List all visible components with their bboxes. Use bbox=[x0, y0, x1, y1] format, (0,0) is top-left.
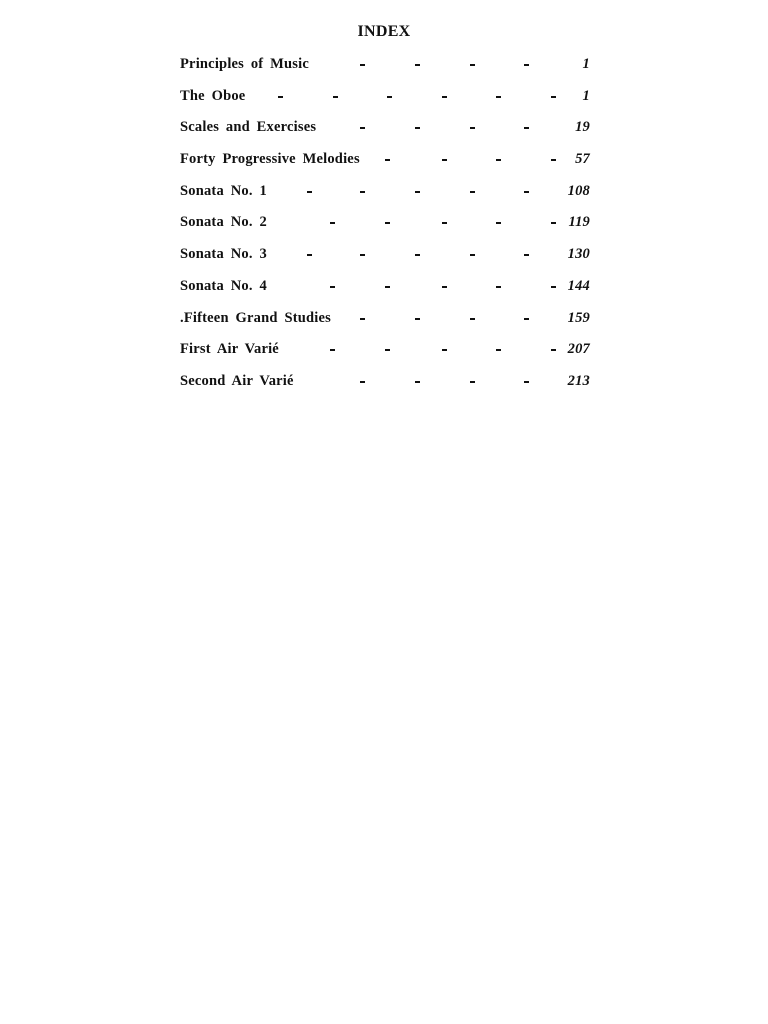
leader-dash bbox=[415, 127, 420, 129]
leader-dash bbox=[496, 286, 501, 288]
leader-dash bbox=[551, 222, 556, 224]
leader-dash bbox=[387, 96, 392, 98]
leader-dash bbox=[496, 96, 501, 98]
leader-dash bbox=[307, 254, 312, 256]
toc-entry-first-air-varie bbox=[180, 337, 592, 369]
toc-entry-title: Principles of Music bbox=[180, 56, 310, 72]
leader-dash bbox=[470, 318, 475, 320]
leader-dash bbox=[360, 318, 365, 320]
leader-dash bbox=[524, 381, 529, 383]
index-title: INDEX bbox=[357, 23, 411, 40]
leader-dash bbox=[442, 96, 447, 98]
leader-dash bbox=[333, 96, 338, 98]
leader-dash bbox=[360, 381, 365, 383]
leader-dash bbox=[442, 159, 447, 161]
toc-entry-principles-of-music bbox=[180, 52, 592, 84]
leader-dash bbox=[470, 191, 475, 193]
leader-dash bbox=[551, 96, 556, 98]
leader-dash bbox=[415, 318, 420, 320]
toc-entry-title: Sonata No. 1 bbox=[180, 182, 267, 199]
leader-dash bbox=[360, 127, 365, 129]
leader-dash bbox=[385, 222, 390, 224]
leader-dash bbox=[551, 159, 556, 161]
toc-entry-title: First Air Varié bbox=[180, 341, 279, 358]
toc-entry-page: 1 bbox=[582, 87, 590, 104]
toc-entry-forty-progressive-melodies bbox=[180, 147, 592, 179]
leader-dash bbox=[385, 349, 390, 351]
toc-entry-page: 19 bbox=[575, 119, 590, 136]
toc-entry-title: .Fifteen Grand Studies bbox=[180, 309, 331, 326]
toc-entry-page: 213 bbox=[567, 372, 590, 389]
leader-dash bbox=[415, 191, 420, 193]
leader-dash bbox=[496, 222, 501, 224]
toc-entry-page: 159 bbox=[567, 309, 590, 326]
leader-dash bbox=[524, 191, 529, 193]
leader-dash bbox=[524, 254, 529, 256]
leader-dash bbox=[442, 286, 447, 288]
toc-entry-page: 1 bbox=[582, 56, 590, 72]
toc-entry-page: 144 bbox=[567, 277, 590, 294]
toc-entry-fifteen-grand-studies bbox=[180, 306, 592, 338]
leader-dash bbox=[415, 64, 420, 66]
toc-entry-title: Sonata No. 3 bbox=[180, 246, 267, 263]
leader-dash bbox=[470, 127, 475, 129]
leader-dash bbox=[551, 349, 556, 351]
toc-entry-title: Sonata No. 2 bbox=[180, 214, 267, 231]
toc-entry-sonata-no-2 bbox=[180, 210, 592, 242]
leader-dash bbox=[278, 96, 283, 98]
toc-entry-sonata-no-3 bbox=[180, 242, 592, 274]
toc-entry-scales-and-exercises bbox=[180, 115, 592, 147]
leader-dash bbox=[551, 286, 556, 288]
toc-entry-sonata-no-1 bbox=[180, 179, 592, 211]
leader-dash bbox=[470, 254, 475, 256]
leader-dash bbox=[330, 349, 335, 351]
leader-dash bbox=[470, 64, 475, 66]
leader-dash bbox=[442, 222, 447, 224]
toc-entry-second-air-varie bbox=[180, 369, 592, 401]
leader-dash bbox=[524, 318, 529, 320]
toc-entry-page: 119 bbox=[568, 214, 590, 231]
toc-entry-page: 57 bbox=[575, 151, 590, 168]
toc-entry-title: Forty Progressive Melodies bbox=[180, 151, 360, 168]
toc-entry-title: Sonata No. 4 bbox=[180, 277, 267, 294]
leader-dash bbox=[330, 222, 335, 224]
leader-dash bbox=[496, 159, 501, 161]
leader-dash bbox=[360, 254, 365, 256]
leader-dash bbox=[385, 286, 390, 288]
leader-dash bbox=[524, 64, 529, 66]
toc-entry-title: The Oboe bbox=[180, 87, 246, 104]
leader-dash bbox=[385, 159, 390, 161]
toc-entry-title: Second Air Varié bbox=[180, 372, 294, 389]
toc-entry-page: 108 bbox=[567, 182, 590, 199]
table-of-contents bbox=[180, 52, 592, 401]
toc-entry-title: Scales and Exercises bbox=[180, 119, 317, 136]
leader-dash bbox=[496, 349, 501, 351]
leader-dash bbox=[415, 381, 420, 383]
toc-entry-the-oboe bbox=[180, 84, 592, 116]
leader-dash bbox=[307, 191, 312, 193]
toc-entry-sonata-no-4 bbox=[180, 274, 592, 306]
leader-dash bbox=[360, 64, 365, 66]
leader-dash bbox=[330, 286, 335, 288]
leader-dash bbox=[415, 254, 420, 256]
leader-dash bbox=[360, 191, 365, 193]
leader-dash bbox=[470, 381, 475, 383]
leader-dash bbox=[524, 127, 529, 129]
toc-entry-page: 207 bbox=[567, 341, 590, 358]
leader-dash bbox=[442, 349, 447, 351]
toc-entry-page: 130 bbox=[567, 246, 590, 263]
